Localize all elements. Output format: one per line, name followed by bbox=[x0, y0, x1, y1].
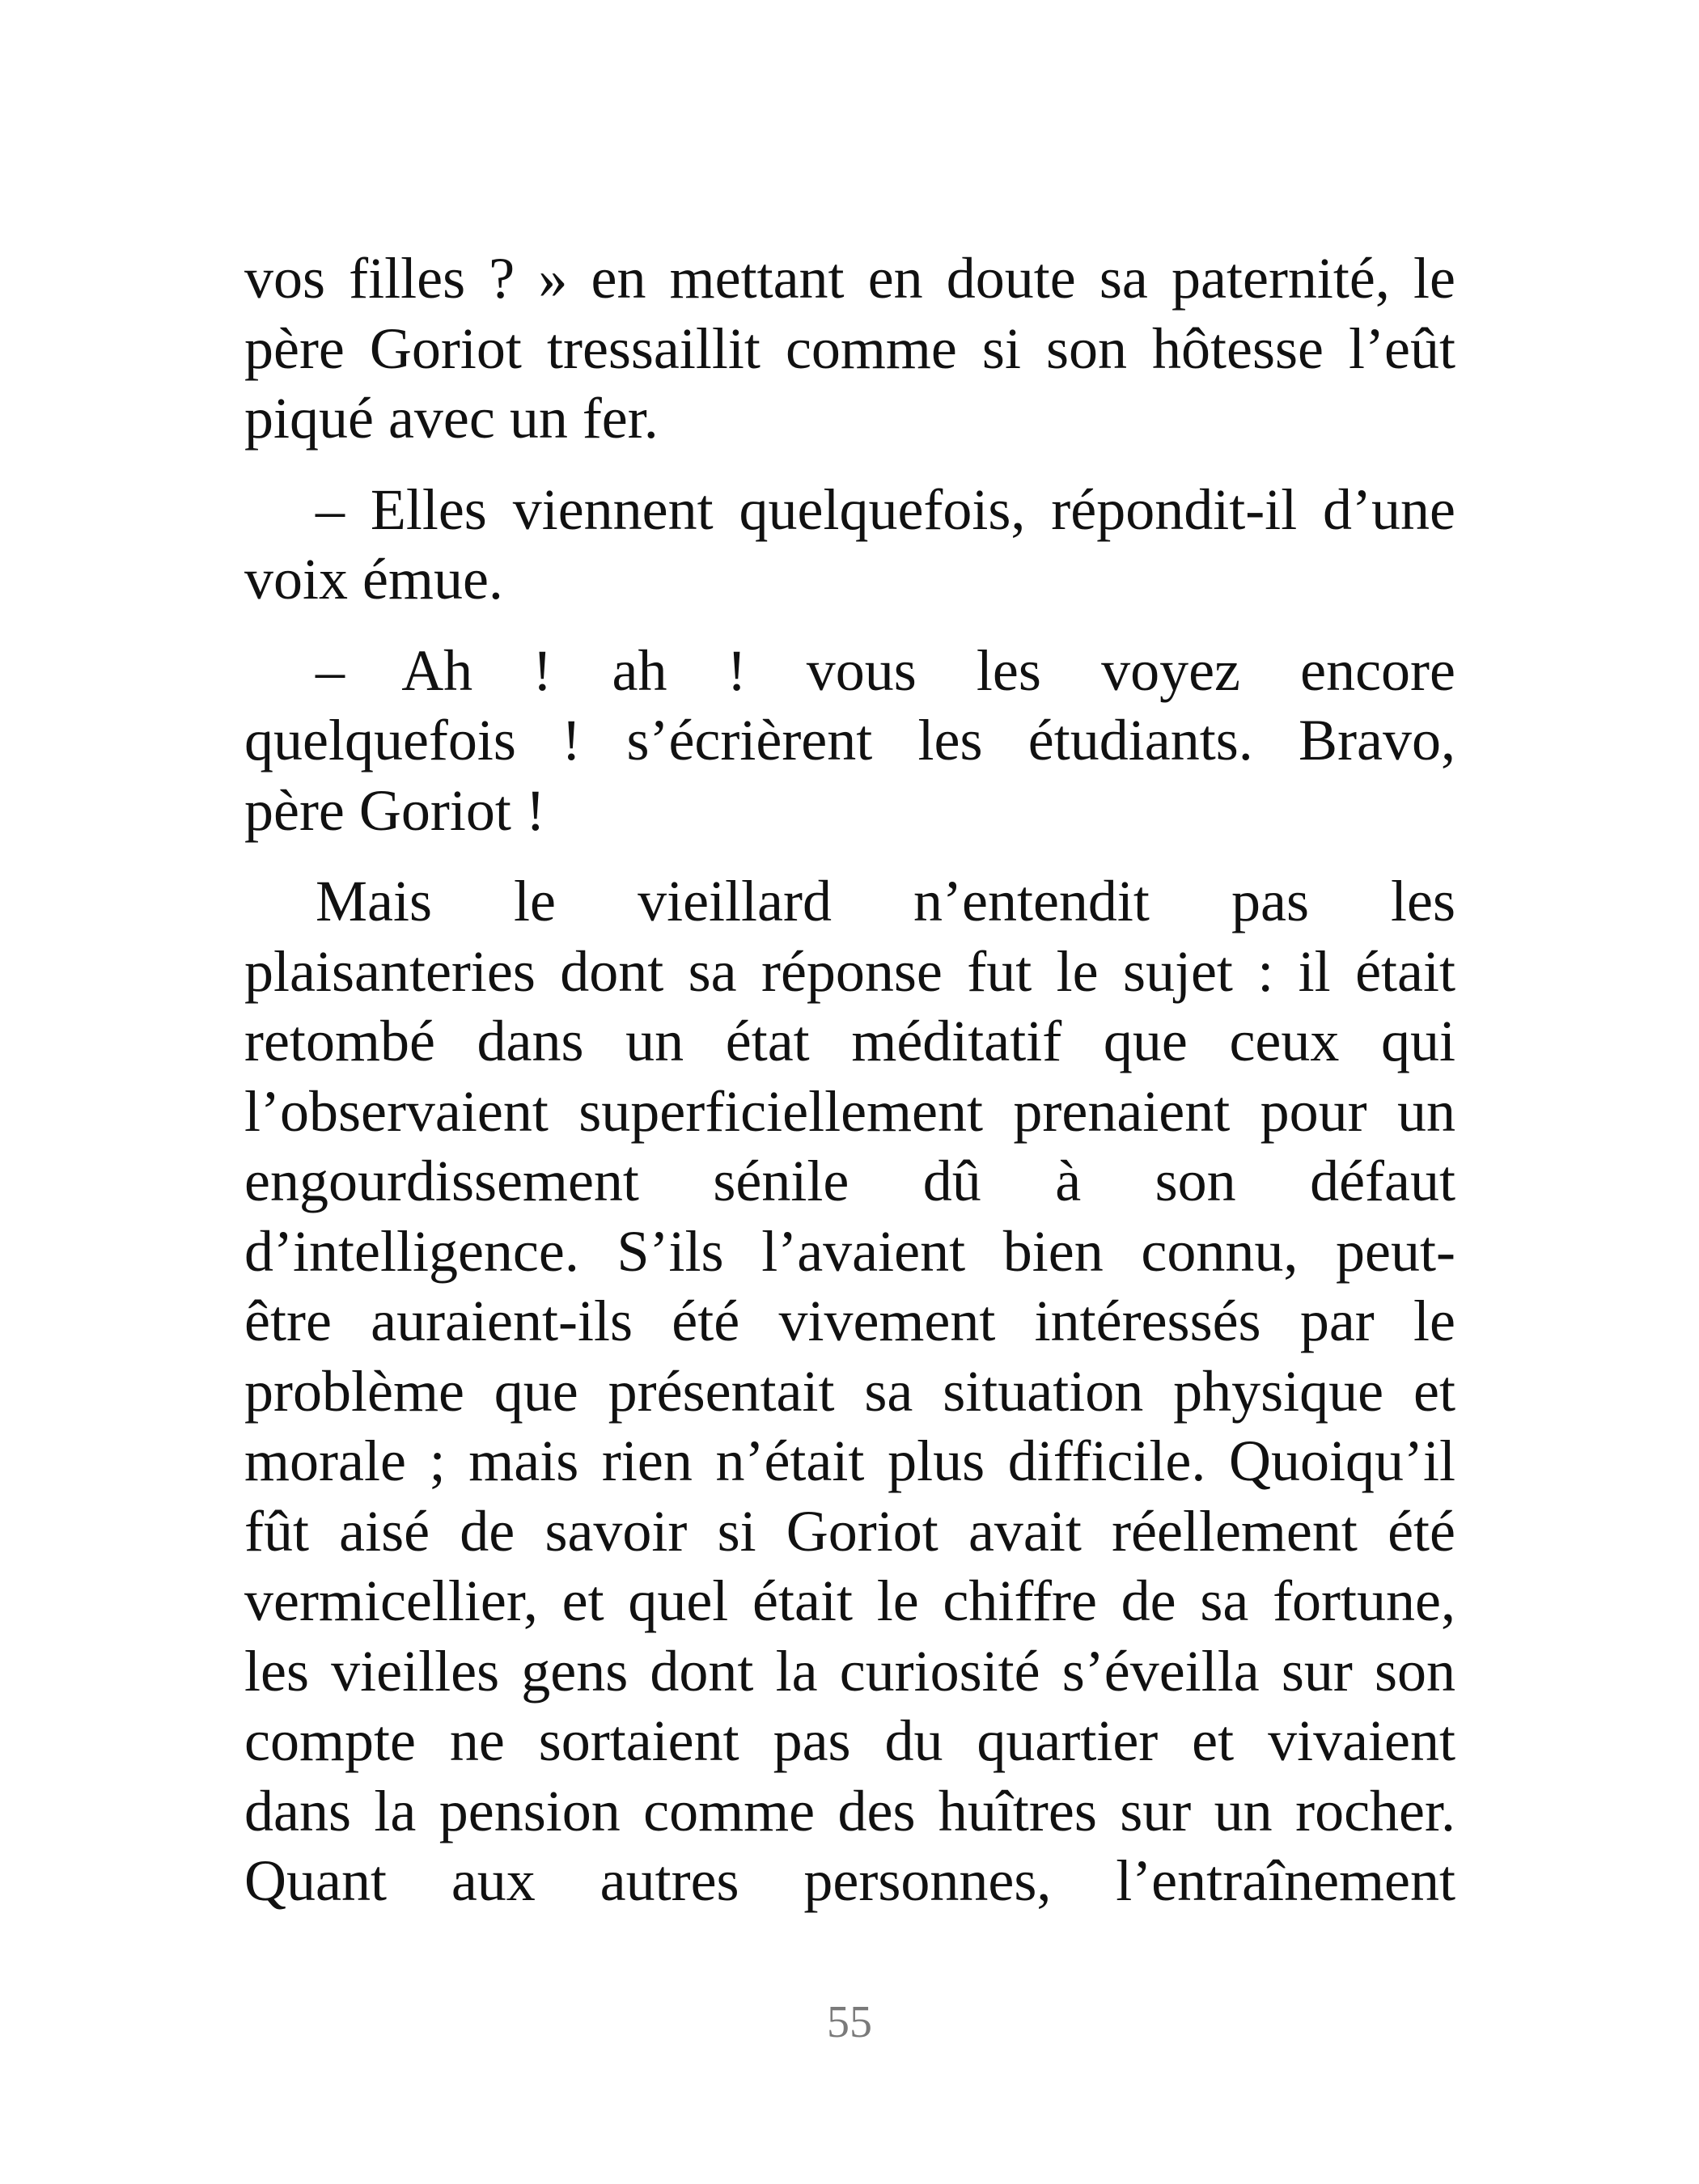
paragraph-1 bbox=[244, 243, 1455, 454]
text-line: problème que présentait sa situation physique et bbox=[244, 1358, 1455, 1424]
text-line: voix émue. bbox=[244, 547, 503, 612]
text-line: père Goriot ! bbox=[244, 777, 545, 843]
text-line: quelquefois ! s’écrièrent les étudiants. Bravo, bbox=[244, 708, 1455, 772]
body-text bbox=[244, 243, 1455, 1916]
paragraph-3 bbox=[244, 636, 1455, 846]
text-line: les vieilles gens dont la curiosité s’éveilla sur son bbox=[244, 1638, 1455, 1704]
text-line: dans la pension comme des huîtres sur un rocher. bbox=[244, 1778, 1455, 1843]
text-line: d’intelligence. S’ils l’avaient bien connu, peut- bbox=[244, 1218, 1455, 1284]
paragraph-2 bbox=[244, 475, 1455, 615]
text-line: Quant aux autres personnes, l’entraînement bbox=[244, 1848, 1455, 1913]
text-line: retombé dans un état méditatif que ceux qui bbox=[244, 1009, 1455, 1073]
text-line: vermicellier, et quel était le chiffre de sa fortune, bbox=[244, 1568, 1455, 1633]
text-line: morale ; mais rien n’était plus difficile. Quoiqu’il bbox=[244, 1428, 1455, 1493]
text-line: engourdissement sénile dû à son défaut bbox=[244, 1149, 1455, 1213]
text-line: fût aisé de savoir si Goriot avait réellement été bbox=[244, 1498, 1455, 1564]
text-line: vos filles ? » en mettant en doute sa paternité, le bbox=[244, 246, 1455, 311]
text-line: être auraient-ils été vivement intéressés par le bbox=[244, 1289, 1455, 1353]
text-line: – Ah ! ah ! vous les voyez encore bbox=[316, 637, 1455, 703]
text-line: compte ne sortaient pas du quartier et vivaient bbox=[244, 1708, 1455, 1773]
paragraph-4 bbox=[244, 866, 1455, 1916]
text-line: – Elles viennent quelquefois, répondit-il d’une bbox=[316, 476, 1455, 542]
text-line: piqué avec un fer. bbox=[244, 386, 659, 451]
text-line: Mais le vieillard n’entendit pas les bbox=[316, 869, 1455, 933]
text-line: plaisanteries dont sa réponse fut le sujet : il était bbox=[244, 938, 1455, 1004]
text-line: père Goriot tressaillit comme si son hôtesse l’eût bbox=[244, 315, 1455, 381]
text-line: l’observaient superficiellement prenaient pour un bbox=[244, 1078, 1455, 1144]
page-number: 55 bbox=[827, 1997, 872, 2047]
